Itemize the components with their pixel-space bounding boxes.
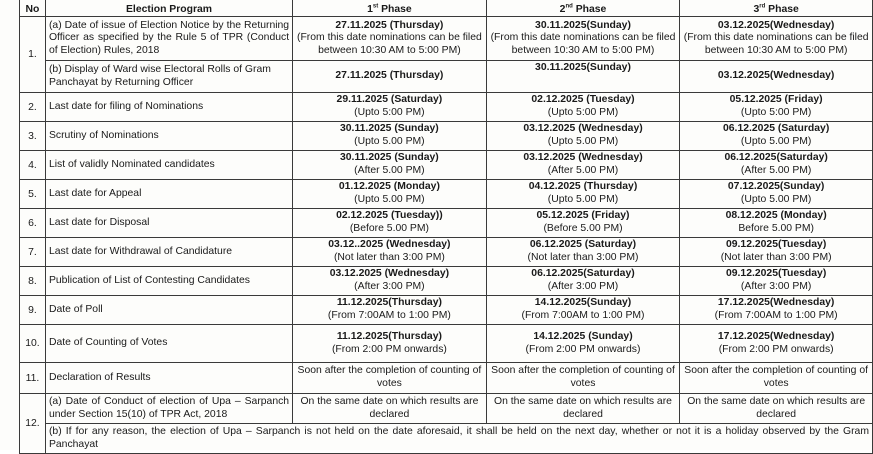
phase-2-cell: Soon after the completion of counting of votes — [486, 363, 680, 394]
phase-3-cell: On the same date on which results are declared — [680, 394, 873, 424]
phase-3-cell: Soon after the completion of counting of votes — [680, 363, 873, 394]
header-program: Election Program — [45, 0, 292, 17]
phase-1-cell: 01.12.2025 (Monday) (Upto 5.00 PM) — [293, 180, 487, 209]
phase-3-cell: 06.12.2025(Saturday) (After 5.00 PM) — [680, 151, 873, 180]
phase-1-cell: 27.11.2025 (Thursday) — [293, 61, 487, 93]
table-row — [20, 267, 873, 296]
header-no: No — [20, 0, 46, 17]
header-phase-2: 2nd Phase — [486, 0, 680, 17]
phase-1-cell: Soon after the completion of counting of votes — [293, 363, 487, 394]
program-cell: Declaration of Results — [45, 363, 292, 394]
header-phase-1: 1st Phase — [293, 0, 487, 17]
program-cell: Scrutiny of Nominations — [45, 122, 292, 151]
phase-3-cell: 09.12.2025(Tuesday) (After 3:00 PM) — [680, 267, 873, 296]
phase-2-cell: 04.12.2025 (Thursday) (Upto 5.00 PM) — [486, 180, 680, 209]
row-number: 2. — [20, 93, 46, 122]
table-row — [20, 122, 873, 151]
program-cell: (a) Date of Conduct of election of Upa – Sarpanch under Section 15(10) of TPR Act, 2018 — [45, 394, 292, 424]
phase-1-cell: 11.12.2025(Thursday) (From 2:00 PM onwards) — [293, 325, 487, 363]
phase-3-cell: 17.12.2025(Wednesday) (From 2:00 PM onwards) — [680, 325, 873, 363]
program-cell: List of validly Nominated candidates — [45, 151, 292, 180]
table-row — [20, 17, 873, 61]
row-number: 10. — [20, 325, 46, 363]
row-number: 6. — [20, 209, 46, 238]
table-row — [20, 394, 873, 424]
row-number: 9. — [20, 296, 46, 325]
header-phase-3: 3rd Phase — [680, 0, 873, 17]
phase-1-cell: 03.12..2025 (Wednesday) (Not later than 3:00 PM) — [293, 238, 487, 267]
phase-1-cell: 02.12.2025 (Tuesday)) (Before 5.00 PM) — [293, 209, 487, 238]
phase-2-cell: 03.12.2025 (Wednesday) (After 5.00 PM) — [486, 151, 680, 180]
row-number: 7. — [20, 238, 46, 267]
phase-1-cell: 03.12.2025 (Wednesday) (After 3:00 PM) — [293, 267, 487, 296]
phase-1-cell: 27.11.2025 (Thursday) (From this date nominations can be filed between 10:30 AM to 5:00 PM) — [293, 17, 487, 61]
footnote-cell: (b) If for any reason, the election of Upa – Sarpanch is not held on the date aforesaid, it shall be held on the next day, whether or not it is a holiday observed by the Gram Panchayat — [45, 424, 872, 454]
phase-3-cell: 06.12.2025 (Saturday) (Upto 5.00 PM) — [680, 122, 873, 151]
phase-2-cell: 06.12.2025(Saturday) (After 3:00 PM) — [486, 267, 680, 296]
program-cell: Date of Poll — [45, 296, 292, 325]
program-cell: Publication of List of Contesting Candidates — [45, 267, 292, 296]
phase-1-cell: 29.11.2025 (Saturday) (Upto 5:00 PM) — [293, 93, 487, 122]
table-row — [20, 93, 873, 122]
phase-2-cell: 05.12.2025 (Friday) (Before 5.00 PM) — [486, 209, 680, 238]
phase-3-cell: 03.12.2025(Wednesday) (From this date nominations can be filed between 10:30 AM to 5:00 PM) — [680, 17, 873, 61]
phase-1-cell: On the same date on which results are declared — [293, 394, 487, 424]
phase-3-cell: 17.12.2025(Wednesday) (From 7:00AM to 1:00 PM) — [680, 296, 873, 325]
row-number: 8. — [20, 267, 46, 296]
phase-3-cell: 07.12.2025(Sunday) (Upto 5.00 PM) — [680, 180, 873, 209]
row-number: 11. — [20, 363, 46, 394]
phase-2-cell: 30.11.2025(Sunday) (From this date nominations can be filed between 10:30 AM to 5:00 PM) — [486, 17, 680, 61]
table-row — [20, 180, 873, 209]
row-number: 3. — [20, 122, 46, 151]
program-cell: Last date for filing of Nominations — [45, 93, 292, 122]
table-row — [20, 209, 873, 238]
program-cell: Last date for Disposal — [45, 209, 292, 238]
phase-2-cell: 03.12.2025 (Wednesday) (Upto 5.00 PM) — [486, 122, 680, 151]
phase-2-cell: 14.12.2025(Sunday) (From 7:00AM to 1:00 PM) — [486, 296, 680, 325]
program-cell: Last date for Appeal — [45, 180, 292, 209]
election-schedule-table — [19, 0, 873, 454]
table-row — [20, 238, 873, 267]
program-cell: (b) Display of Ward wise Electoral Rolls of Gram Panchayat by Returning Officer — [45, 61, 292, 93]
row-number: 5. — [20, 180, 46, 209]
row-number: 4. — [20, 151, 46, 180]
row-number: 1. — [20, 17, 46, 93]
phase-2-cell: 06.12.2025 (Saturday) (Not later than 3:00 PM) — [486, 238, 680, 267]
row-number: 12. — [20, 394, 46, 454]
header-row — [20, 0, 873, 17]
phase-1-cell: 30.11.2025 (Sunday) (After 5.00 PM) — [293, 151, 487, 180]
phase-2-cell: 14.12.2025 (Sunday) (From 2:00 PM onwards) — [486, 325, 680, 363]
table-row — [20, 296, 873, 325]
phase-2-cell: 30.11.2025(Sunday) — [486, 61, 680, 93]
phase-3-cell: 05.12.2025 (Friday) (Upto 5:00 PM) — [680, 93, 873, 122]
table-row — [20, 325, 873, 363]
program-cell: Date of Counting of Votes — [45, 325, 292, 363]
table-row — [20, 151, 873, 180]
program-cell: Last date for Withdrawal of Candidature — [45, 238, 292, 267]
table-row — [20, 363, 873, 394]
table-row — [20, 61, 873, 93]
phase-3-cell: 09.12.2025(Tuesday) (Not later than 3:00 PM) — [680, 238, 873, 267]
table-row — [20, 424, 873, 454]
phase-1-cell: 11.12.2025(Thursday) (From 7:00AM to 1:00 PM) — [293, 296, 487, 325]
phase-1-cell: 30.11.2025 (Sunday) (Upto 5.00 PM) — [293, 122, 487, 151]
phase-2-cell: 02.12.2025 (Tuesday) (Upto 5:00 PM) — [486, 93, 680, 122]
phase-3-cell: 08.12.2025 (Monday) Before 5.00 PM) — [680, 209, 873, 238]
phase-3-cell: 03.12.2025(Wednesday) — [680, 61, 873, 93]
phase-2-cell: On the same date on which results are declared — [486, 394, 680, 424]
program-cell: (a) Date of issue of Election Notice by the Returning Officer as specified by the Rule 5 of TPR (Conduct of Election) Rules, 2018 — [45, 17, 292, 61]
